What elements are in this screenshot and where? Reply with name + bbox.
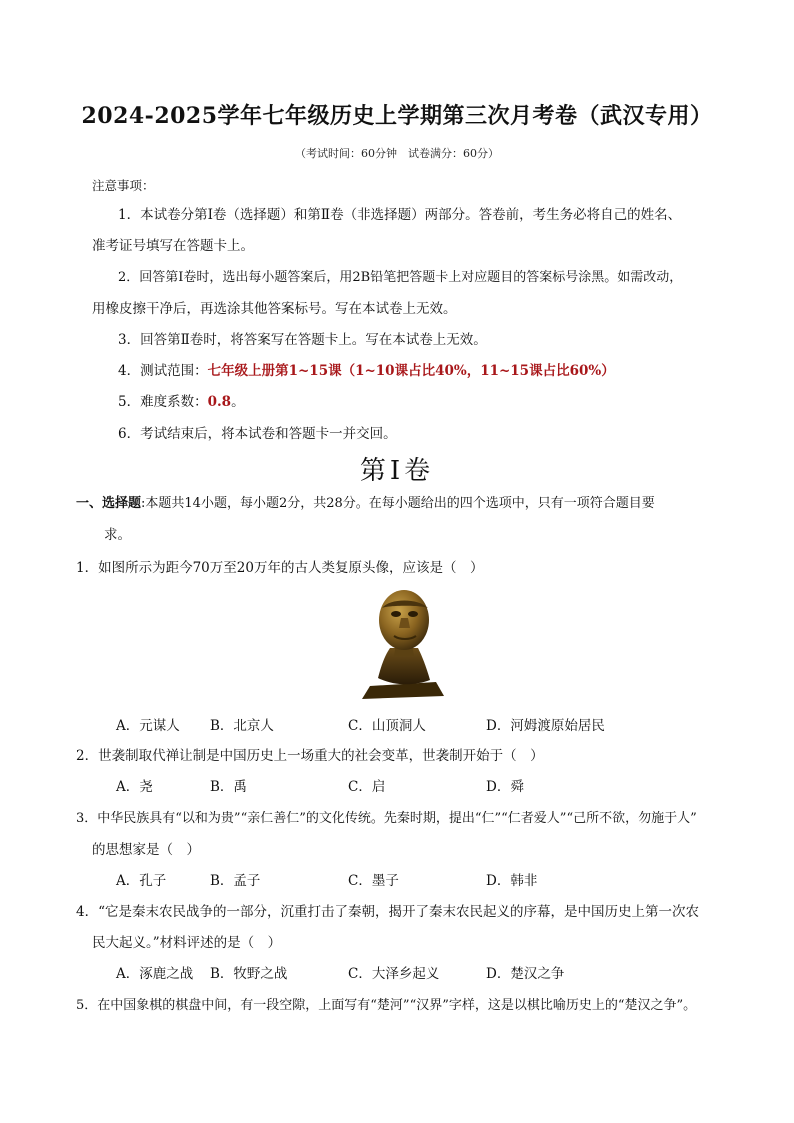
volume-title: 第Ⅰ卷 (359, 456, 435, 486)
notice-item-2-line-2: 用橡皮擦干净后，再选涂其他答案标号。写在本试卷上无效。 (92, 301, 457, 317)
question-3-stem-line-1: 3．中华民族具有“以和为贵”“亲仁善仁”的文化传统。先秦时期，提出“仁”“仁者爱人”“己所不欲，勿施于人” (76, 811, 697, 826)
question-1-option-c[interactable]: C．山顶洞人 (348, 718, 426, 734)
question-1-stem: 1．如图所示为距今70万至20万年的古人类复原头像，应该是（ ） (76, 560, 484, 576)
question-1-option-d[interactable]: D．河姆渡原始居民 (486, 718, 605, 734)
question-1-options (0, 716, 794, 736)
notice-item-5-suffix: 。 (231, 394, 245, 410)
section-instruction-text: :本题共14小题，每小题2分，共28分。在每小题给出的四个选项中，只有一项符合题目要 (141, 496, 655, 511)
question-2-option-b[interactable]: B．禹 (210, 779, 247, 795)
question-2-option-d[interactable]: D．舜 (486, 779, 524, 795)
notice-item-5 (118, 392, 245, 412)
notice-item-2-line-1: 2．回答第Ⅰ卷时，选出每小题答案后，用2B铅笔把答题卡上对应题目的答案标号涂黑。如需改动， (118, 270, 683, 285)
question-3-stem-line-2: 的思想家是（ ） (92, 842, 200, 858)
question-3-option-a[interactable]: A．孔子 (116, 873, 167, 889)
question-3-options (0, 871, 794, 891)
notice-item-1-line-2: 准考证号填写在答题卡上。 (92, 238, 254, 254)
section-instruction-line-2: 求。 (104, 527, 131, 543)
notice-heading: 注意事项： (92, 178, 155, 193)
notice-item-1-line-1: 1．本试卷分第Ⅰ卷（选择题）和第Ⅱ卷（非选择题）两部分。答卷前，考生务必将自己的姓名、 (118, 207, 682, 223)
notice-item-4-prefix: 4．测试范围： (118, 363, 208, 379)
difficulty-value: 0.8 (207, 394, 232, 410)
notice-item-3: 3．回答第Ⅱ卷时，将答案写在答题卡上。写在本试卷上无效。 (118, 332, 487, 348)
exam-info: （考试时间：60分钟 试卷满分：60分） (295, 147, 499, 160)
notice-item-4 (118, 361, 615, 381)
question-4-option-d[interactable]: D．楚汉之争 (486, 966, 565, 982)
page-title: 2024-2025学年七年级历史上学期第三次月考卷（武汉专用） (81, 103, 713, 129)
question-5-stem: 5．在中国象棋的棋盘中间，有一段空隙，上面写有“楚河”“汉界”字样，这是以棋比喻历史上的“楚汉之争”。 (76, 998, 697, 1013)
question-2-option-c[interactable]: C．启 (348, 779, 386, 795)
question-3-option-d[interactable]: D．韩非 (486, 873, 538, 889)
section-label: 一、选择题 (76, 496, 142, 511)
question-4-option-a[interactable]: A．涿鹿之战 (116, 966, 194, 982)
notice-item-5-prefix: 5．难度系数： (118, 394, 208, 410)
question-4-option-c[interactable]: C．大泽乡起义 (348, 966, 440, 982)
peking-man-bust-image (356, 582, 450, 700)
test-scope: 七年级上册第1~15课（1~10课占比40%，11~15课占比60%） (207, 363, 615, 379)
question-2-stem: 2．世袭制取代禅让制是中国历史上一场重大的社会变革，世袭制开始于（ ） (76, 748, 544, 764)
question-3-option-b[interactable]: B．孟子 (210, 873, 261, 889)
question-2-option-a[interactable]: A．尧 (116, 779, 153, 795)
question-3-option-c[interactable]: C．墨子 (348, 873, 399, 889)
section-instructions (76, 494, 655, 514)
question-2-options (0, 777, 794, 797)
question-4-option-b[interactable]: B．牧野之战 (210, 966, 288, 982)
question-4-stem-line-1: 4．“它是秦末农民战争的一部分，沉重打击了秦朝，揭开了秦末农民起义的序幕，是中国历史上第一次农 (76, 904, 699, 920)
question-1-option-b[interactable]: B．北京人 (210, 718, 274, 734)
question-1-option-a[interactable]: A．元谋人 (116, 718, 180, 734)
question-4-stem-line-2: 民大起义。”材料评述的是（ ） (92, 935, 282, 951)
question-4-options (0, 964, 794, 984)
notice-item-6: 6．考试结束后，将本试卷和答题卡一并交回。 (118, 426, 397, 442)
